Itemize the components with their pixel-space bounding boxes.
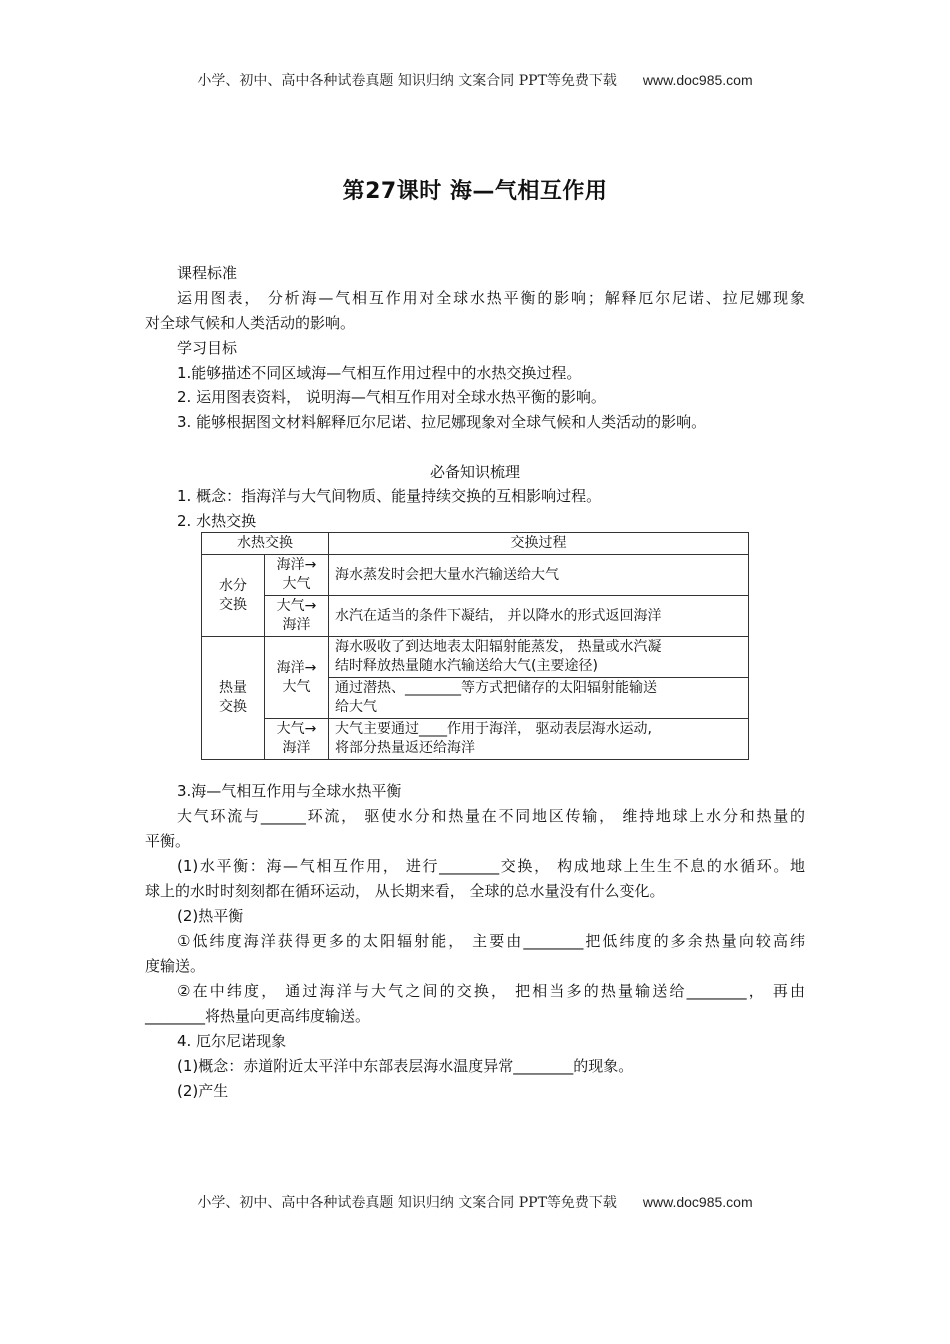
page-title: 第27课时 海—气相互作用: [342, 179, 608, 204]
heat-balance-heading: (2)热平衡: [177, 907, 244, 925]
table-header-cell: 交换过程: [329, 533, 749, 555]
elnino-concept: (1)概念：赤道附近太平洋中东部表层海水温度异常________的现象。: [177, 1057, 634, 1075]
process-cell: 大气主要通过____作用于海洋， 驱动表层海水运动, 将部分热量返还给海洋: [329, 719, 749, 760]
elnino-heading: 4. 厄尔尼诺现象: [177, 1032, 287, 1050]
bottom-banner: [0, 1192, 950, 1212]
goal-item-2: 2. 运用图表资料， 说明海—气相互作用对全球水热平衡的影响。: [177, 388, 606, 406]
banner-text: 小学、初中、高中各种试卷真题 知识归纳 文案合同 PPT等免费下载: [197, 73, 617, 89]
top-banner: [0, 70, 950, 90]
heat-balance-2-line-2: ________将热量向更高纬度输送。: [145, 1007, 371, 1025]
direction-cell: 大气→ 海洋: [265, 719, 329, 760]
heat-exchange-label: 热量 交换: [202, 637, 265, 760]
balance-heading: 3.海—气相互作用与全球水热平衡: [177, 782, 402, 800]
standard-heading: 课程标准: [177, 264, 238, 282]
goal-item-1: 1.能够描述不同区域海—气相互作用过程中的水热交换过程。: [177, 364, 582, 382]
table-row: [202, 637, 749, 678]
water-balance-line-1: (1)水平衡：海—气相互作用， 进行________交换， 构成地球上生生不息的水循环。地: [177, 857, 805, 875]
exchange-heading: 2. 水热交换: [177, 512, 257, 530]
balance-intro-line-1: 大气环流与______环流， 驱使水分和热量在不同地区传输， 维持地球上水分和热量的: [177, 807, 805, 825]
balance-intro-line-2: 平衡。: [145, 832, 191, 850]
standard-line-2: 对全球气候和人类活动的影响。: [145, 314, 356, 332]
heat-balance-2-line-1: ②在中纬度， 通过海洋与大气之间的交换， 把相当多的热量输送给________， 再由: [177, 982, 805, 1000]
water-balance-line-2: 球上的水时时刻刻都在循环运动， 从长期来看， 全球的总水量没有什么变化。: [145, 882, 665, 900]
table-row: [202, 719, 749, 760]
concept-paragraph: 1. 概念：指海洋与大气间物质、能量持续交换的互相影响过程。: [177, 487, 602, 505]
banner-site[interactable]: www.doc985.com: [642, 72, 753, 88]
process-cell: 海水蒸发时会把大量水汽输送给大气: [329, 555, 749, 596]
elnino-cause: (2)产生: [177, 1082, 229, 1100]
standard-line-1: 运用图表， 分析海—气相互作用对全球水热平衡的影响；解释厄尔尼诺、拉尼娜现象: [177, 289, 805, 307]
water-exchange-label: 水分 交换: [202, 555, 265, 637]
heat-balance-1-line-1: ①低纬度海洋获得更多的太阳辐射能， 主要由________把低纬度的多余热量向较高纬: [177, 932, 805, 950]
water-heat-exchange-table: [201, 532, 749, 760]
direction-cell: 海洋→ 大气: [265, 555, 329, 596]
heat-balance-1-line-2: 度输送。: [145, 957, 206, 975]
table-header-row: [202, 533, 749, 555]
process-cell: 海水吸收了到达地表太阳辐射能蒸发， 热量或水汽凝 结时释放热量随水汽输送给大气(主要途径): [329, 637, 749, 678]
table-row: [202, 596, 749, 637]
goal-item-3: 3. 能够根据图文材料解释厄尔尼诺、拉尼娜现象对全球气候和人类活动的影响。: [177, 413, 707, 431]
direction-cell: 海洋→ 大气: [265, 637, 329, 719]
banner-text: 小学、初中、高中各种试卷真题 知识归纳 文案合同 PPT等免费下载: [197, 1195, 617, 1211]
process-cell: 通过潜热、________等方式把储存的太阳辐射能输送 给大气: [329, 678, 749, 719]
knowledge-heading: 必备知识梳理: [429, 463, 520, 481]
process-cell: 水汽在适当的条件下凝结， 并以降水的形式返回海洋: [329, 596, 749, 637]
table-row: [202, 555, 749, 596]
goals-heading: 学习目标: [177, 339, 238, 357]
table-header-cell: 水热交换: [202, 533, 329, 555]
banner-site[interactable]: www.doc985.com: [642, 1194, 753, 1210]
direction-cell: 大气→ 海洋: [265, 596, 329, 637]
